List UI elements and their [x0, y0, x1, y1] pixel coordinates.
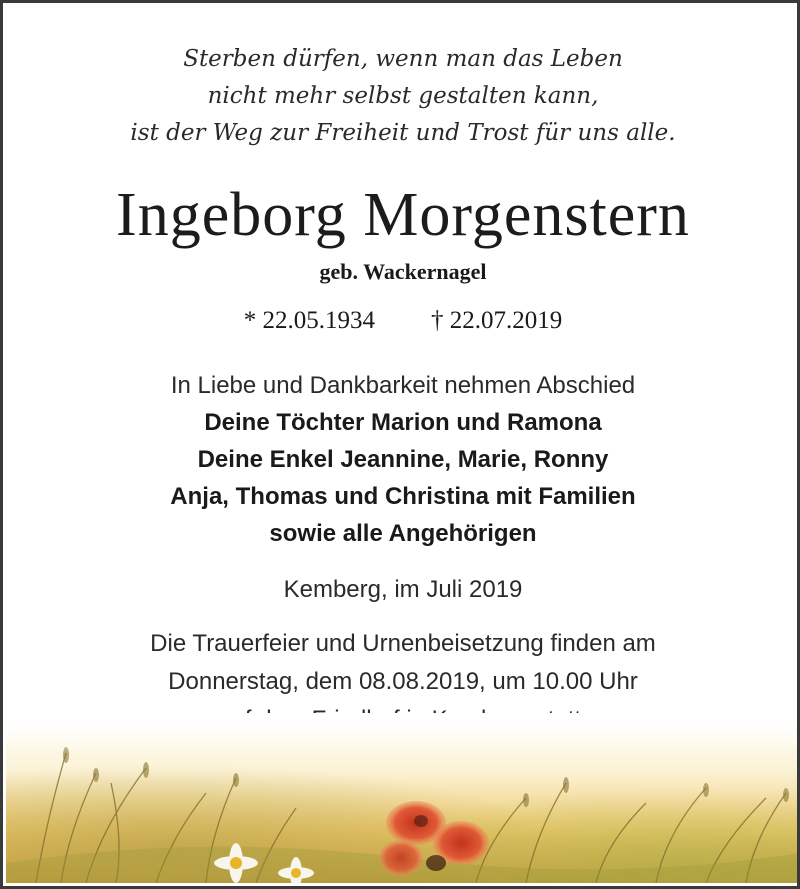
death-date: † 22.07.2019	[431, 307, 563, 334]
birth-date: * 22.05.1934	[243, 307, 375, 334]
mourners-intro: In Liebe und Dankbarkeit nehmen Abschied	[170, 372, 636, 399]
meadow-image	[6, 713, 800, 883]
mourner-line: sowie alle Angehörigen	[269, 520, 537, 547]
funeral-line: Donnerstag, dem 08.08.2019, um 10.00 Uhr	[168, 668, 638, 695]
life-dates	[3, 305, 800, 337]
place-date: Kemberg, im Juli 2019	[283, 576, 523, 603]
meadow-illustration	[6, 713, 800, 883]
funeral-line: Die Trauerfeier und Urnenbeisetzung finden am	[150, 630, 656, 657]
deceased-name: Ingeborg Morgenstern	[116, 181, 690, 249]
maiden-name: geb. Wackernagel	[319, 259, 487, 284]
poem-line: Sterben dürfen, wenn man das Leben	[183, 46, 623, 72]
memorial-poem	[3, 41, 800, 152]
mourner-line: Anja, Thomas und Christina mit Familien	[170, 483, 636, 510]
poem-line: nicht mehr selbst gestalten kann,	[207, 83, 599, 109]
mourners-block	[3, 367, 800, 552]
mourner-line: Deine Enkel Jeannine, Marie, Ronny	[197, 446, 609, 473]
poem-line: ist der Weg zur Freiheit und Trost für uns alle.	[130, 120, 676, 146]
mourner-line: Deine Töchter Marion und Ramona	[204, 409, 602, 436]
